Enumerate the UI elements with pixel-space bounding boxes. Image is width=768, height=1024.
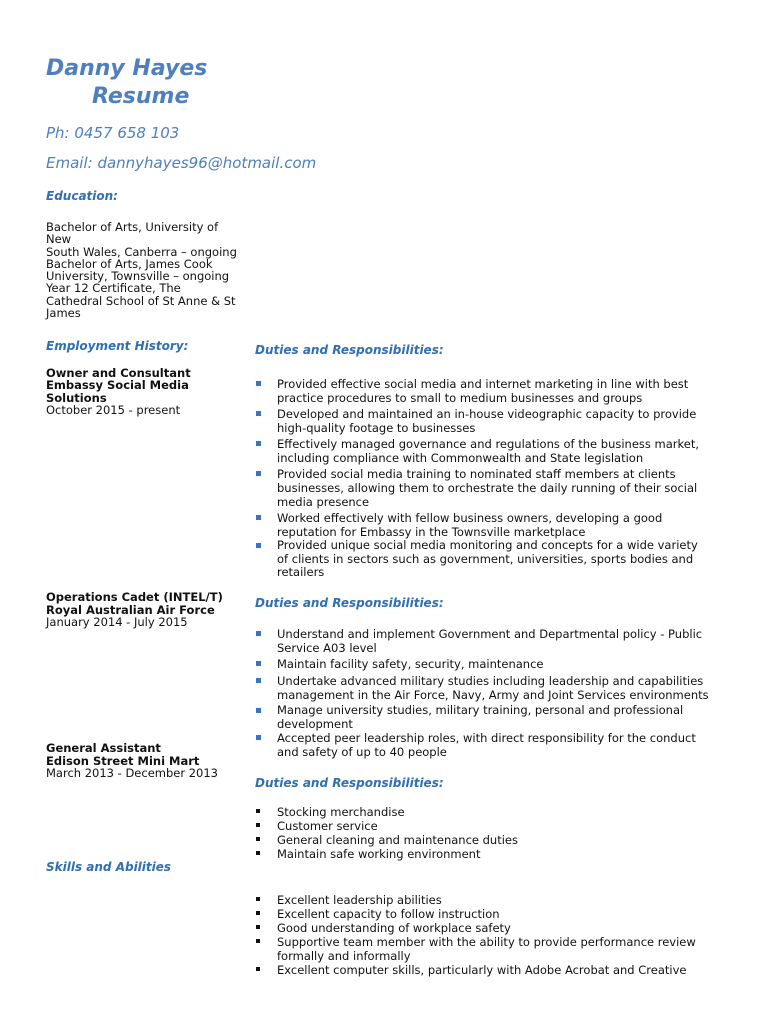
education-line: Year 12 Certificate, The (46, 281, 181, 296)
job-employer: Edison Street Mini Mart (46, 753, 200, 768)
employment-heading: Employment History: (46, 339, 189, 353)
skills-heading: Skills and Abilities (46, 860, 172, 874)
duty-item: Manage university studies, military training, personal and professional development (255, 704, 725, 731)
education-line: Bachelor of Arts, University of (46, 220, 219, 234)
duties-heading: Duties and Responsibilities: (255, 343, 444, 357)
duties-list (255, 627, 725, 759)
education-heading: Education: (46, 189, 118, 203)
resume-subtitle: Resume (92, 84, 190, 109)
job-title: General Assistant (46, 741, 161, 755)
duty-item: Undertake advanced military studies including leadership and capabilities management in the Air Force, Navy, Army and Joint Services environments (255, 674, 725, 702)
email-line: Email: dannyhayes96@hotmail.com (46, 154, 317, 172)
duties-list (255, 377, 725, 580)
skill-item: Supportive team member with the ability to provide performance review formally and informally (255, 935, 725, 963)
duty-item: Provided unique social media monitoring and concepts for a wide variety of clients in sectors such as government, universities, sports bodies and retailers (255, 539, 725, 580)
education-line: James (46, 306, 81, 321)
job-employer: Embassy Social Media (46, 378, 189, 393)
duty-item: Effectively managed governance and regulations of the business market, including compliance with Commonwealth and State legislation (255, 437, 725, 465)
job-dates: October 2015 - present (46, 402, 181, 417)
duty-item: Provided social media training to nominated staff members at clients businesses, allowing them to orchestrate the daily running of their social media presence (255, 467, 725, 509)
job-title: Owner and Consultant (46, 366, 191, 380)
duty-item: Provided effective social media and internet marketing in line with best practice procedures to small to medium businesses and groups (255, 377, 725, 405)
education-block (46, 221, 246, 319)
education-line: Cathedral School of St Anne & St (46, 293, 236, 308)
duties-heading: Duties and Responsibilities: (255, 596, 444, 610)
duty-item: Developed and maintained an in-house videographic capacity to provide high-quality footage to businesses (255, 407, 725, 435)
duty-item: Maintain safe working environment (255, 847, 725, 861)
duties-heading: Duties and Responsibilities: (255, 776, 444, 790)
job-summary (46, 367, 191, 416)
skill-item: Excellent leadership abilities (255, 893, 725, 907)
job-title: Operations Cadet (INTEL/T) (46, 590, 223, 604)
job-dates: March 2013 - December 2013 (46, 766, 218, 780)
job-dates: January 2014 - July 2015 (46, 615, 188, 629)
skill-item: Excellent computer skills, particularly with Adobe Acrobat and Creative (255, 963, 725, 977)
job-employer: Royal Australian Air Force (46, 602, 215, 617)
education-line: University, Townsville – ongoing (46, 269, 230, 284)
duty-item: Accepted peer leadership roles, with direct responsibility for the conduct and safety of up to 40 people (255, 731, 725, 759)
skill-item: Excellent capacity to follow instruction (255, 907, 725, 921)
job-employer: Solutions (46, 390, 107, 405)
duty-item: Worked effectively with fellow business owners, developing a good reputation for Embassy in the Townsville marketplace (255, 511, 725, 539)
duty-item: Customer service (255, 819, 725, 833)
phone-line: Ph: 0457 658 103 (46, 124, 180, 142)
skills-list (255, 893, 725, 977)
resume-name: Danny Hayes (46, 56, 208, 81)
job-summary (46, 591, 223, 629)
job-summary (46, 742, 218, 780)
duties-list (255, 805, 725, 861)
duty-item: Understand and implement Government and Departmental policy - Public Service A03 level (255, 627, 725, 655)
education-line: New (46, 232, 72, 247)
education-line: Bachelor of Arts, James Cook (46, 256, 213, 271)
duty-item: General cleaning and maintenance duties (255, 833, 725, 847)
duty-item: Stocking merchandise (255, 805, 725, 819)
skill-item: Good understanding of workplace safety (255, 921, 725, 935)
education-line: South Wales, Canberra – ongoing (46, 244, 237, 259)
duty-item: Maintain facility safety, security, maintenance (255, 657, 725, 671)
